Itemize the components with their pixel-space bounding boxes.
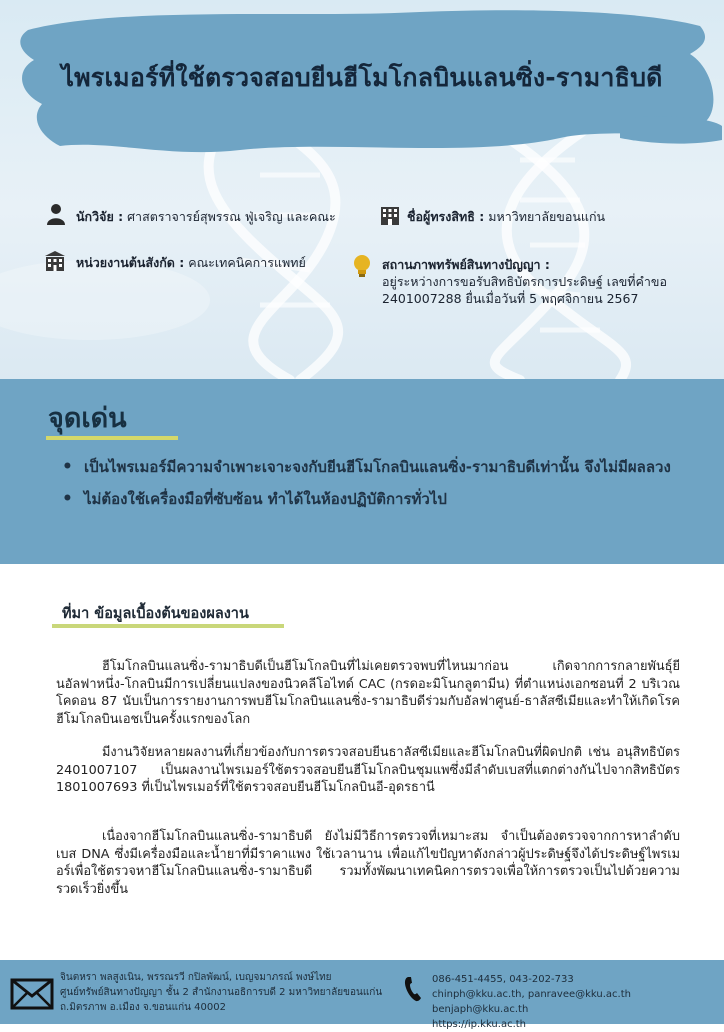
- institution-icon: [44, 250, 66, 272]
- footer-contact-names: จินตหรา พลสูงเนิน, พรรณรวี กปิลพัฒน์, เบญจมาภรณ์ พงษ์ไทย: [60, 972, 332, 983]
- background-paragraph-3: เนื่องจากฮีโมโกลบินแลนซิ่ง-รามาธิบดี ยังไม่มีวิธีการตรวจที่เหมาะสม จำเป็นต้องตรวจจากการหาลำดับเบส DNA ซึ่งมีเครื่องมือและน้ำยาที่มีราคาแพง ใช้เวลานาน เพื่อแก้ไขปัญหาดังกล่าวผู้ประดิษฐ์จึงได้ประดิษฐ์ไพรเมอร์เพื่อใช้ตรวจหาฮีโมโกลบินแลนซิ่ง-รามาธิบดี รวมทั้งพัฒนาเทคนิคการตรวจเพื่อให้การตรวจเป็นไปด้วยความรวดเร็วยิ่งขึ้น: [56, 829, 680, 897]
- footer-contact: [60, 970, 390, 1015]
- owner-label: ชื่อผู้ทรงสิทธิ :: [407, 209, 485, 224]
- highlights-heading: จุดเด่น: [48, 403, 127, 434]
- footer-phone: 086-451-4455, 043-202-733: [432, 974, 574, 985]
- mail-icon: [10, 978, 54, 1010]
- researcher-value: ศาสตราจารย์สุพรรณ ฟู่เจริญ และคณะ: [127, 209, 336, 224]
- footer-address-line1: ศูนย์ทรัพย์สินทางปัญญา ชั้น 2 สำนักงานอธิการบดี 2 มหาวิทยาลัยขอนแก่น: [60, 987, 383, 998]
- highlights-list: [62, 456, 692, 520]
- hero-banner: [0, 0, 724, 380]
- background-paragraph-2: มีงานวิจัยหลายผลงานที่เกี่ยวข้องกับการตรวจสอบยีนธาลัสซีเมียและฮีโมโกลบินที่ผิดปกติ เช่น อนุสิทธิบัตร 2401007107 เป็นผลงานไพรเมอร์ใช้ตรวจสอบยีนฮีโมโกลบินชุมแพซึ่งมีลำดับเบสที่แตกต่างกันไปจากสิทธิบัตร 1801007693 ที่เป็นไพรเมอร์ที่ใช้ตรวจสอบยีนฮีโมโกลบินอี-อุดรธานี: [56, 745, 680, 795]
- ip-status-line1: อยู่ระหว่างการขอรับสิทธิบัตรการประดิษฐ์ เลขที่คำขอ: [382, 274, 667, 289]
- page-title: ไพรเมอร์ที่ใช้ตรวจสอบยีนฮีโมโกลบินแลนซิ่ง-รามาธิบดี: [61, 63, 663, 92]
- phone-icon: [404, 976, 422, 1002]
- ip-status-line2: 2401007288 ยื่นเมื่อวันที่ 5 พฤศจิกายน 2567: [382, 291, 639, 306]
- unit-value: คณะเทคนิคการแพทย์: [188, 255, 306, 270]
- footer-emails[interactable]: chinph@kku.ac.th, panravee@kku.ac.th benjaph@kku.ac.th: [432, 989, 631, 1015]
- ip-status-label: สถานภาพทรัพย์สินทางปัญญา :: [382, 257, 550, 272]
- background-heading: ที่มา ข้อมูลเบื้องต้นของผลงาน: [62, 606, 249, 622]
- highlights-underline: [46, 436, 178, 440]
- building-icon: [380, 206, 400, 226]
- researcher-info: [76, 208, 336, 225]
- footer-address-line2: ถ.มิตรภาพ อ.เมือง จ.ขอนแก่น 40002: [60, 1002, 226, 1013]
- footer-website-link[interactable]: https://ip.kku.ac.th: [432, 1019, 527, 1030]
- highlight-item: • ไม่ต้องใช้เครื่องมือที่ซับซ้อน ทำได้ในห้องปฏิบัติการทั่วไป: [62, 488, 692, 510]
- background-paragraph-1: ฮีโมโกลบินแลนซิ่ง-รามาธิบดีเป็นฮีโมโกลบินที่ไม่เคยตรวจพบที่ไหนมาก่อน เกิดจากการกลายพันธุ์ยีนอัลฟาหนึ่ง-โกลบินมีการเปลี่ยนแปลงของนิวคลีโอไทด์ CAC (กรดอะมิโนกลูตามีน) ที่ตำแหน่งเอกซอนที่ 2 บริเวณโคดอน 87 นับเป็นการรายงานการพบฮีโมโกลบินแลนซิ่ง-รามาธิบดีร่วมกับอัลฟาศูนย์-ธาลัสซีเมียและทำให้เกิดโรคฮีโมโกลบินเอชเป็นครั้งแรกของโลก: [56, 659, 680, 727]
- owner-info: [407, 208, 605, 225]
- researcher-label: นักวิจัย :: [76, 209, 124, 224]
- background-underline: [52, 624, 284, 628]
- ip-status-info: [382, 256, 702, 307]
- footer-reach: [432, 972, 722, 1032]
- highlight-item: • เป็นไพรเมอร์มีความจำเพาะเจาะจงกับยีนฮีโมโกลบินแลนซิ่ง-รามาธิบดีเท่านั้น จึงไม่มีผลลวง: [62, 456, 692, 478]
- person-icon: [46, 203, 66, 225]
- unit-label: หน่วยงานต้นสังกัด :: [76, 255, 185, 270]
- lightbulb-icon: [352, 254, 372, 278]
- owner-value: มหาวิทยาลัยขอนแก่น: [488, 209, 606, 224]
- unit-info: [76, 254, 306, 271]
